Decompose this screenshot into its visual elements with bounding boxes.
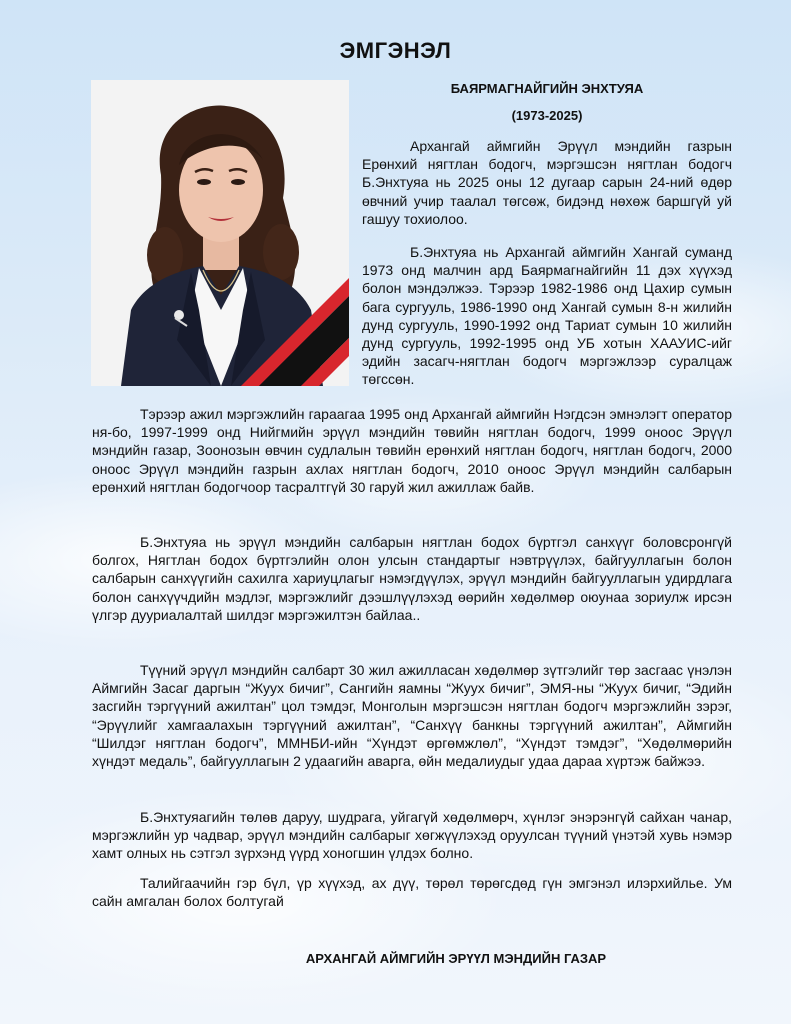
paragraph-announcement: Архангай аймгийн Эрүүл мэндийн газрын Ерөнхий нягтлан бодогч, мэргэшсэн нягтлан бодогч Б.Энхтуяа нь 2025 оны 12 дугаар сарын 24-ний өдөр өвчний учир таалал төгсөж, бидэнд нөхөж баршгүй уй гашуу тохиолоо.	[362, 138, 732, 227]
memorial-title: ЭМГЭНЭЛ	[339, 38, 452, 63]
paragraph-awards: Түүний эрүүл мэндийн салбарт 30 жил ажилласан хөдөлмөр зүтгэлийг төр засгаас үнэлэн Аймгийн Засаг даргын “Жуух бичиг”, Сангийн яамны “Жуух бичиг”, ЭМЯ-ны “Жуух бичиг, “Эдийн засгийн тэргүүний ажилтан” цол тэмдэг, Монголын мэргэшсэн нягтлан бодогч мэргэжлийн зэрэг, “Эрүүлийг хамгаалахын тэргүүний ажилтан”, “Санхүү банкны тэргүүний ажилтан”, Аймгийн “Шилдэг нягтлан бодогч”, ММНБИ-ийн “Хүндэт өргөмжлөл”, “Хүндэт тэмдэг”, “Хөдөлмөрийн хүндэт медаль”, байгууллагын 2 удаагийн аварга, өйн медалиудыг удаа дараа хүртэж байжээ.	[92, 662, 732, 770]
life-years: (1973-2025)	[511, 108, 583, 123]
deceased-name: БАЯРМАГНАЙГИЙН ЭНХТУЯА	[450, 81, 644, 96]
signature-organization: АРХАНГАЙ АЙМГИЙН ЭРҮҮЛ МЭНДИЙН ГАЗАР	[305, 951, 607, 966]
portrait-illustration	[91, 80, 349, 386]
portrait-photo	[91, 80, 349, 386]
paragraph-biography: Б.Энхтуяа нь Архангай аймгийн Хангай суманд 1973 онд малчин ард Баярмагнайгийн 11 дэх хүүхэд болон мэндэлжээ. Тэрээр 1982-1986 онд Цахир сумын бага сургууль, 1986-1990 онд Хангай сумын 8-н жилийн дунд сургууль, 1990-1992 онд Тариат сумын 10 жилийн дунд сургууль, 1992-1995 онд УБ хотын ХААУИС-ийг эдийн засагч-нягтлан бодогч мэргэжлээр суралцаж төгссөн.	[362, 244, 732, 388]
paragraph-contributions: Б.Энхтуяа нь эрүүл мэндийн салбарын нягтлан бодох бүртгэл санхүүг боловсронгүй болгох, Нягтлан бодох бүртгэлийн олон улсын стандартыг нэвтрүүлэх, байгууллагын болон салбарын санхүүгийн сахилга хариуцлагыг нэмэгдүүлэх, эрүүл мэндийн байгууллагын удирдлага болон санхүүчдийн мэдлэг, мэргэжлийг дээшлүүлэхэд өөрийн хөдөлмөр оюунаа зориулж ирсэн үлгэр дууриалалтай шилдэг мэргэжилтэн байлаа..	[92, 534, 732, 623]
paragraph-condolences: Талийгаачийн гэр бүл, үр хүүхэд, ах дүү, төрөл төрөгсдөд гүн эмгэнэл илэрхийлье. Ум сайн амгалан болох болтугай	[92, 875, 732, 910]
paragraph-character: Б.Энхтуяагийн төлөв даруу, шудрага, уйгагүй хөдөлмөрч, хүнлэг энэрэнгүй сайхан чанар, мэргэжлийн ур чадвар, эрүүл мэндийн салбарыг хөгжүүлэхэд оруулсан түүний үнэтэй хувь нэмэр хамт олных нь сэтгэл зүрхэнд үүрд хоногшин үлдэх болно.	[92, 809, 732, 862]
paragraph-career: Тэрээр ажил мэргэжлийн гараагаа 1995 онд Архангай аймгийн Нэгдсэн эмнэлэгт оператор ня-бо, 1997-1999 онд Нийгмийн эрүүл мэндийн төвийн нягтлан бодогч, 1999 оноос Эрүүл мэндийн газар, Зоонозын өвчин судлалын төвийн ерөнхий нягтлан бодогч, нягтлан бодогч, 2000 оноос Эрүүл мэндийн газрын ахлах нягтлан бодогч, 2010 оноос Эрүүл мэндийн салбарын ерөнхий нягтлан бодогчоор тасралтгүй 30 гаруй жил ажиллаж байв.	[92, 406, 732, 495]
